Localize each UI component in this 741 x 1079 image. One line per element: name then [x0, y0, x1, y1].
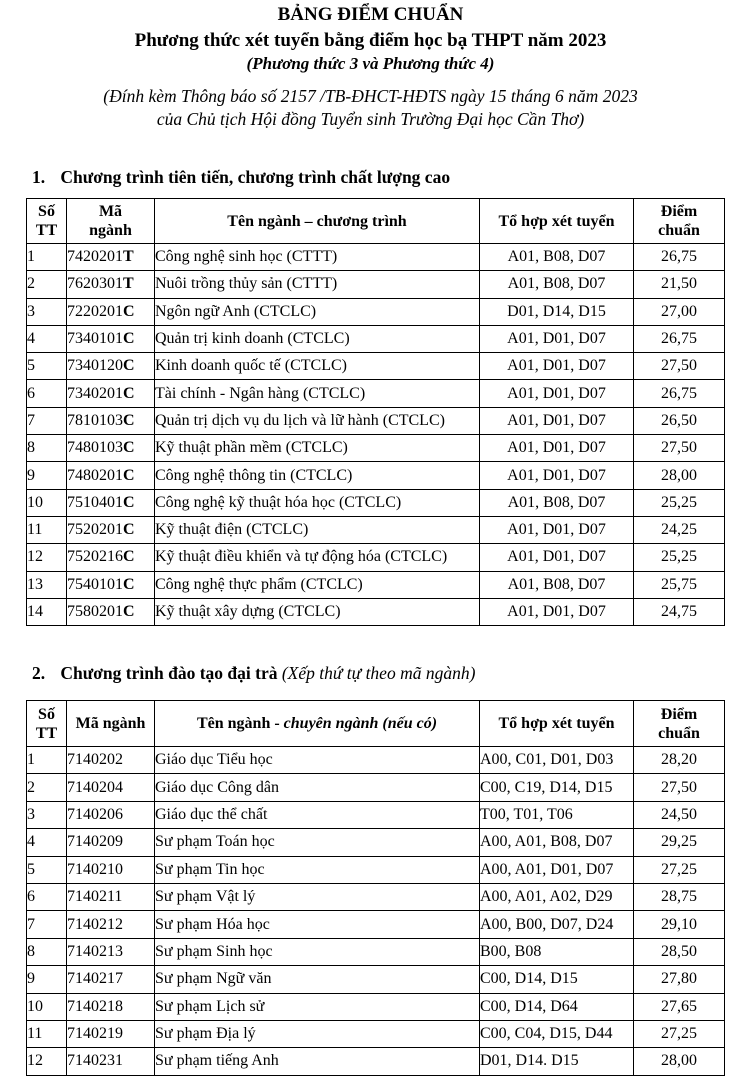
header-combo: Tổ hợp xét tuyển	[480, 701, 634, 747]
cell-combo: A01, D01, D07	[480, 598, 634, 625]
cell-code: 7140212	[67, 911, 155, 938]
section-number: 2.	[32, 663, 46, 683]
cell-stt: 7	[27, 407, 67, 434]
cell-stt: 6	[27, 380, 67, 407]
cell-combo: C00, C19, D14, D15	[480, 774, 634, 801]
cell-name: Sư phạm Địa lý	[155, 1020, 480, 1047]
standard-programs-table	[26, 700, 725, 1076]
code-suffix: T	[123, 275, 134, 293]
section-title: Chương trình đào tạo đại trà	[60, 663, 278, 683]
cell-combo: A01, B08, D07	[480, 244, 634, 271]
cell-score: 28,00	[634, 1048, 725, 1075]
cell-combo: D01, D14. D15	[480, 1048, 634, 1075]
cell-score: 27,80	[634, 966, 725, 993]
cell-score: 26,75	[634, 244, 725, 271]
cell-stt: 4	[27, 325, 67, 352]
cell-code: 7140217	[67, 966, 155, 993]
attachment-note-line-2: của Chủ tịch Hội đồng Tuyển sinh Trường Đại học Cần Thơ)	[156, 109, 585, 129]
table-row	[27, 1048, 725, 1075]
cell-score: 24,25	[634, 516, 725, 543]
header-score: Điểm chuẩn	[634, 199, 725, 244]
table-header-row	[27, 199, 725, 244]
cell-score: 29,10	[634, 911, 725, 938]
cell-combo: A01, D01, D07	[480, 353, 634, 380]
table-row	[27, 856, 725, 883]
cell-code: 7140202	[67, 747, 155, 774]
cell-score: 25,25	[634, 489, 725, 516]
code-number: 7340101	[67, 330, 123, 348]
table-row	[27, 571, 725, 598]
table-row	[27, 993, 725, 1020]
code-suffix: C	[123, 411, 135, 429]
table-row	[27, 516, 725, 543]
cell-stt: 4	[27, 829, 67, 856]
cell-code	[67, 571, 155, 598]
code-number: 7580201	[67, 603, 123, 620]
cell-code: 7140211	[67, 883, 155, 910]
cell-score: 21,50	[634, 271, 725, 298]
cell-stt: 3	[27, 298, 67, 325]
cell-name: Sư phạm Lịch sử	[155, 993, 480, 1020]
header-name: Tên ngành - chuyên ngành (nếu có)	[155, 701, 480, 747]
cell-code: 7140218	[67, 993, 155, 1020]
cell-name: Kỹ thuật xây dựng (CTCLC)	[155, 598, 480, 625]
advanced-programs-table	[26, 198, 725, 626]
table-row	[27, 271, 725, 298]
cell-score: 24,75	[634, 598, 725, 625]
cell-code	[67, 298, 155, 325]
section-1-heading	[32, 167, 450, 188]
header-stt: Số TT	[27, 199, 67, 244]
table-row	[27, 353, 725, 380]
cell-stt: 7	[27, 911, 67, 938]
cell-name: Quản trị kinh doanh (CTCLC)	[155, 325, 480, 352]
cell-name: Công nghệ sinh học (CTTT)	[155, 244, 480, 271]
cell-combo: C00, D14, D15	[480, 966, 634, 993]
cell-combo: D01, D14, D15	[480, 298, 634, 325]
cell-name: Giáo dục Tiểu học	[155, 747, 480, 774]
table-row	[27, 407, 725, 434]
cell-score: 28,20	[634, 747, 725, 774]
cell-name: Kỹ thuật điện (CTCLC)	[155, 516, 480, 543]
table-row	[27, 883, 725, 910]
cell-stt: 9	[27, 462, 67, 489]
cell-score: 27,65	[634, 993, 725, 1020]
cell-stt: 12	[27, 1048, 67, 1075]
document-title: BẢNG ĐIỂM CHUẨN	[277, 4, 464, 25]
code-suffix: C	[123, 493, 135, 511]
code-suffix: C	[123, 466, 135, 484]
cell-code: 7140210	[67, 856, 155, 883]
cell-name: Sư phạm Toán học	[155, 829, 480, 856]
cell-name: Công nghệ thực phẩm (CTCLC)	[155, 571, 480, 598]
cell-score: 26,50	[634, 407, 725, 434]
cell-combo: T00, T01, T06	[480, 801, 634, 828]
cell-code: 7140219	[67, 1020, 155, 1047]
cell-code: 7140231	[67, 1048, 155, 1075]
cell-name: Sư phạm Sinh học	[155, 938, 480, 965]
cell-stt: 11	[27, 1020, 67, 1047]
cell-code: 7140209	[67, 829, 155, 856]
code-number: 7620301	[67, 275, 123, 293]
code-suffix: C	[123, 384, 135, 402]
cell-code: 7140204	[67, 774, 155, 801]
code-number: 7480103	[67, 439, 123, 457]
cell-name: Nuôi trồng thủy sản (CTTT)	[155, 271, 480, 298]
cell-name: Quản trị dịch vụ du lịch và lữ hành (CTCLC)	[155, 407, 480, 434]
cell-score: 26,75	[634, 325, 725, 352]
cell-combo: A00, B00, D07, D24	[480, 911, 634, 938]
code-number: 7220201	[67, 302, 123, 320]
cell-combo: A01, D01, D07	[480, 407, 634, 434]
cell-score: 27,00	[634, 298, 725, 325]
cell-name: Sư phạm Tin học	[155, 856, 480, 883]
cell-combo: A01, D01, D07	[480, 325, 634, 352]
cell-code: 7140213	[67, 938, 155, 965]
cell-combo: A01, D01, D07	[480, 516, 634, 543]
code-suffix: C	[123, 439, 135, 457]
cell-code	[67, 544, 155, 571]
cell-score: 29,25	[634, 829, 725, 856]
cell-stt: 8	[27, 435, 67, 462]
cell-score: 26,75	[634, 380, 725, 407]
table-row	[27, 598, 725, 625]
cell-name: Kỹ thuật phần mềm (CTCLC)	[155, 435, 480, 462]
cell-score: 27,50	[634, 353, 725, 380]
code-number: 7540101	[67, 575, 123, 593]
cell-name: Kinh doanh quốc tế (CTCLC)	[155, 353, 480, 380]
code-number: 7520216	[67, 548, 123, 566]
cell-combo: A01, D01, D07	[480, 544, 634, 571]
code-suffix: C	[123, 603, 135, 620]
table-row	[27, 747, 725, 774]
table-row	[27, 435, 725, 462]
cell-combo: A01, D01, D07	[480, 435, 634, 462]
cell-name: Tài chính - Ngân hàng (CTCLC)	[155, 380, 480, 407]
cell-combo: A01, B08, D07	[480, 489, 634, 516]
code-suffix: C	[123, 521, 135, 539]
code-suffix: C	[123, 575, 135, 593]
cell-name: Ngôn ngữ Anh (CTCLC)	[155, 298, 480, 325]
header-name: Tên ngành – chương trình	[155, 199, 480, 244]
cell-code	[67, 325, 155, 352]
cell-name: Giáo dục thể chất	[155, 801, 480, 828]
cell-code	[67, 489, 155, 516]
cell-score: 24,50	[634, 801, 725, 828]
table-row	[27, 829, 725, 856]
cell-name: Công nghệ kỹ thuật hóa học (CTCLC)	[155, 489, 480, 516]
cell-score: 25,25	[634, 544, 725, 571]
cell-score: 27,25	[634, 1020, 725, 1047]
header-stt: Số TT	[27, 701, 67, 747]
code-number: 7810103	[67, 411, 123, 429]
table-row	[27, 911, 725, 938]
cell-combo: A01, D01, D07	[480, 380, 634, 407]
cell-code	[67, 516, 155, 543]
cell-stt: 8	[27, 938, 67, 965]
cell-score: 25,75	[634, 571, 725, 598]
header-score: Điểm chuẩn	[634, 701, 725, 747]
table-row	[27, 1020, 725, 1047]
cell-stt: 5	[27, 353, 67, 380]
code-suffix: C	[123, 548, 135, 566]
cell-combo: A00, A01, D01, D07	[480, 856, 634, 883]
cell-stt: 10	[27, 489, 67, 516]
table-row	[27, 544, 725, 571]
section-number: 1.	[32, 167, 46, 187]
table-row	[27, 938, 725, 965]
cell-score: 27,25	[634, 856, 725, 883]
cell-code	[67, 407, 155, 434]
code-suffix: C	[123, 357, 135, 375]
cell-name: Sư phạm Ngữ văn	[155, 966, 480, 993]
cell-score: 28,50	[634, 938, 725, 965]
code-suffix: T	[123, 248, 134, 266]
cell-stt: 3	[27, 801, 67, 828]
cell-stt: 14	[27, 598, 67, 625]
cell-code	[67, 244, 155, 271]
cell-combo: A01, D01, D07	[480, 462, 634, 489]
cell-stt: 2	[27, 271, 67, 298]
cell-combo: A01, B08, D07	[480, 571, 634, 598]
cell-code	[67, 435, 155, 462]
cell-stt: 11	[27, 516, 67, 543]
cell-stt: 10	[27, 993, 67, 1020]
cell-name: Công nghệ thông tin (CTCLC)	[155, 462, 480, 489]
cell-name: Sư phạm tiếng Anh	[155, 1048, 480, 1075]
cell-score: 27,50	[634, 774, 725, 801]
attachment-note-line-1: (Đính kèm Thông báo số 2157 /TB-ĐHCT-HĐTS ngày 15 tháng 6 năm 2023	[103, 86, 638, 106]
cell-code	[67, 353, 155, 380]
cell-name: Kỹ thuật điều khiển và tự động hóa (CTCLC)	[155, 544, 480, 571]
table-row	[27, 298, 725, 325]
cell-combo: C00, C04, D15, D44	[480, 1020, 634, 1047]
table-row	[27, 966, 725, 993]
cell-code	[67, 380, 155, 407]
cell-code	[67, 462, 155, 489]
code-number: 7510401	[67, 493, 123, 511]
cell-combo: A01, B08, D07	[480, 271, 634, 298]
header-code: Mã ngành	[67, 199, 155, 244]
cell-combo: A00, C01, D01, D03	[480, 747, 634, 774]
table-row	[27, 244, 725, 271]
cell-stt: 1	[27, 747, 67, 774]
cell-code: 7140206	[67, 801, 155, 828]
code-suffix: C	[123, 330, 135, 348]
section-title: Chương trình tiên tiến, chương trình chất lượng cao	[60, 167, 451, 187]
table-row	[27, 489, 725, 516]
table-header-row	[27, 701, 725, 747]
code-number: 7480201	[67, 466, 123, 484]
cell-code	[67, 271, 155, 298]
cell-stt: 13	[27, 571, 67, 598]
code-number: 7420201	[67, 248, 123, 266]
cell-stt: 2	[27, 774, 67, 801]
cell-stt: 12	[27, 544, 67, 571]
cell-stt: 9	[27, 966, 67, 993]
cell-combo: A00, A01, A02, D29	[480, 883, 634, 910]
header-combo: Tổ hợp xét tuyển	[480, 199, 634, 244]
table-row	[27, 774, 725, 801]
table-row	[27, 462, 725, 489]
cell-combo: B00, B08	[480, 938, 634, 965]
section-note: (Xếp thứ tự theo mã ngành)	[281, 663, 476, 683]
code-number: 7340201	[67, 384, 123, 402]
cell-combo: A00, A01, B08, D07	[480, 829, 634, 856]
table-row	[27, 380, 725, 407]
code-suffix: C	[123, 302, 135, 320]
cell-name: Sư phạm Vật lý	[155, 883, 480, 910]
cell-name: Giáo dục Công dân	[155, 774, 480, 801]
code-number: 7340120	[67, 357, 123, 375]
table-row	[27, 325, 725, 352]
code-number: 7520201	[67, 521, 123, 539]
cell-score: 28,75	[634, 883, 725, 910]
table-row	[27, 801, 725, 828]
header-code: Mã ngành	[67, 701, 155, 747]
cell-stt: 5	[27, 856, 67, 883]
cell-code	[67, 598, 155, 625]
cell-score: 27,50	[634, 435, 725, 462]
section-2-heading	[32, 663, 475, 684]
cell-stt: 6	[27, 883, 67, 910]
document-subtitle: Phương thức xét tuyển bằng điểm học bạ THPT năm 2023	[134, 30, 607, 51]
cell-combo: C00, D14, D64	[480, 993, 634, 1020]
admission-methods: (Phương thức 3 và Phương thức 4)	[246, 54, 495, 73]
cell-score: 28,00	[634, 462, 725, 489]
cell-stt: 1	[27, 244, 67, 271]
cell-name: Sư phạm Hóa học	[155, 911, 480, 938]
